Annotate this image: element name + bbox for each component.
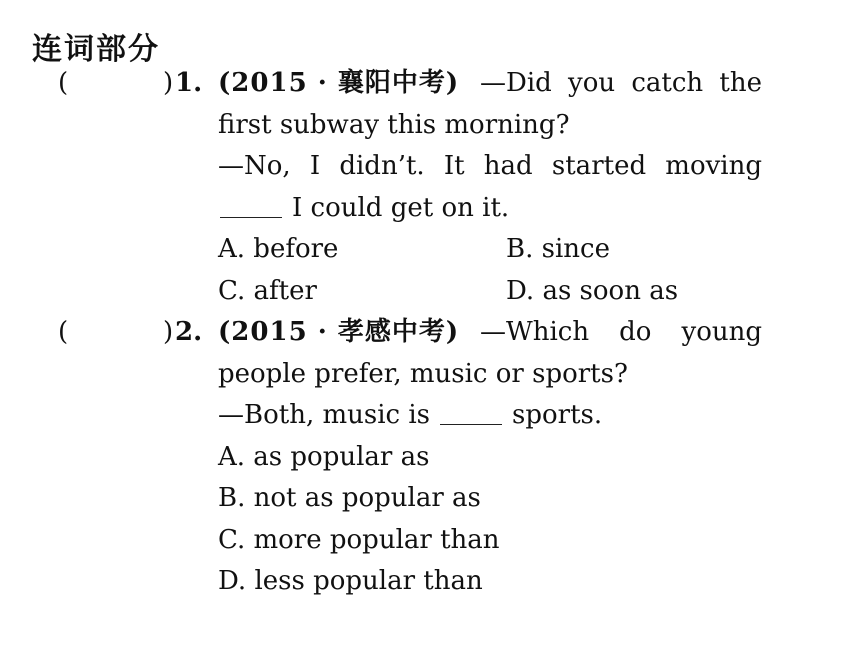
question-number: 1. [175, 68, 203, 98]
answer-paren-close: ) [163, 68, 174, 98]
section-heading: 连词部分 [32, 32, 160, 67]
line-text: sports. [512, 400, 603, 430]
line-text: I could get on it. [292, 193, 510, 223]
question-number: 2. [175, 317, 203, 347]
question-1-options-row-2 [218, 270, 762, 312]
option-c: C. after [218, 276, 317, 306]
answer-blank [440, 398, 502, 425]
option-c: C. more popular than [218, 525, 500, 555]
option-d: D. as soon as [506, 276, 679, 306]
option-b: B. not as popular as [218, 483, 481, 513]
question-2-header [0, 311, 860, 353]
question-2-line-2: people prefer, music or sports? [218, 359, 628, 389]
option-d: D. less popular than [218, 566, 483, 596]
question-1-header [0, 62, 860, 104]
answer-paren-open: ( [58, 68, 69, 98]
answer-blank [220, 191, 282, 218]
question-2-line-3 [218, 394, 762, 436]
question-prompt: —Which do young [480, 317, 762, 347]
question-1-line-4 [218, 187, 762, 229]
question-1-line-2: first subway this morning? [218, 110, 570, 140]
option-a: A. before [218, 234, 339, 264]
option-b: B. since [506, 234, 610, 264]
question-1-options-row-1 [218, 228, 762, 270]
line-text: —Both, music is [218, 400, 431, 430]
option-a: A. as popular as [218, 442, 430, 472]
question-1-line-3: —No, I didn’t. It had started moving [218, 151, 762, 181]
question-prompt: —Did you catch the [480, 68, 762, 98]
answer-paren-close: ) [163, 317, 174, 347]
answer-paren-open: ( [58, 317, 69, 347]
question-source: (2015 · 孝感中考) [218, 317, 460, 347]
question-source: (2015 · 襄阳中考) [218, 68, 460, 98]
